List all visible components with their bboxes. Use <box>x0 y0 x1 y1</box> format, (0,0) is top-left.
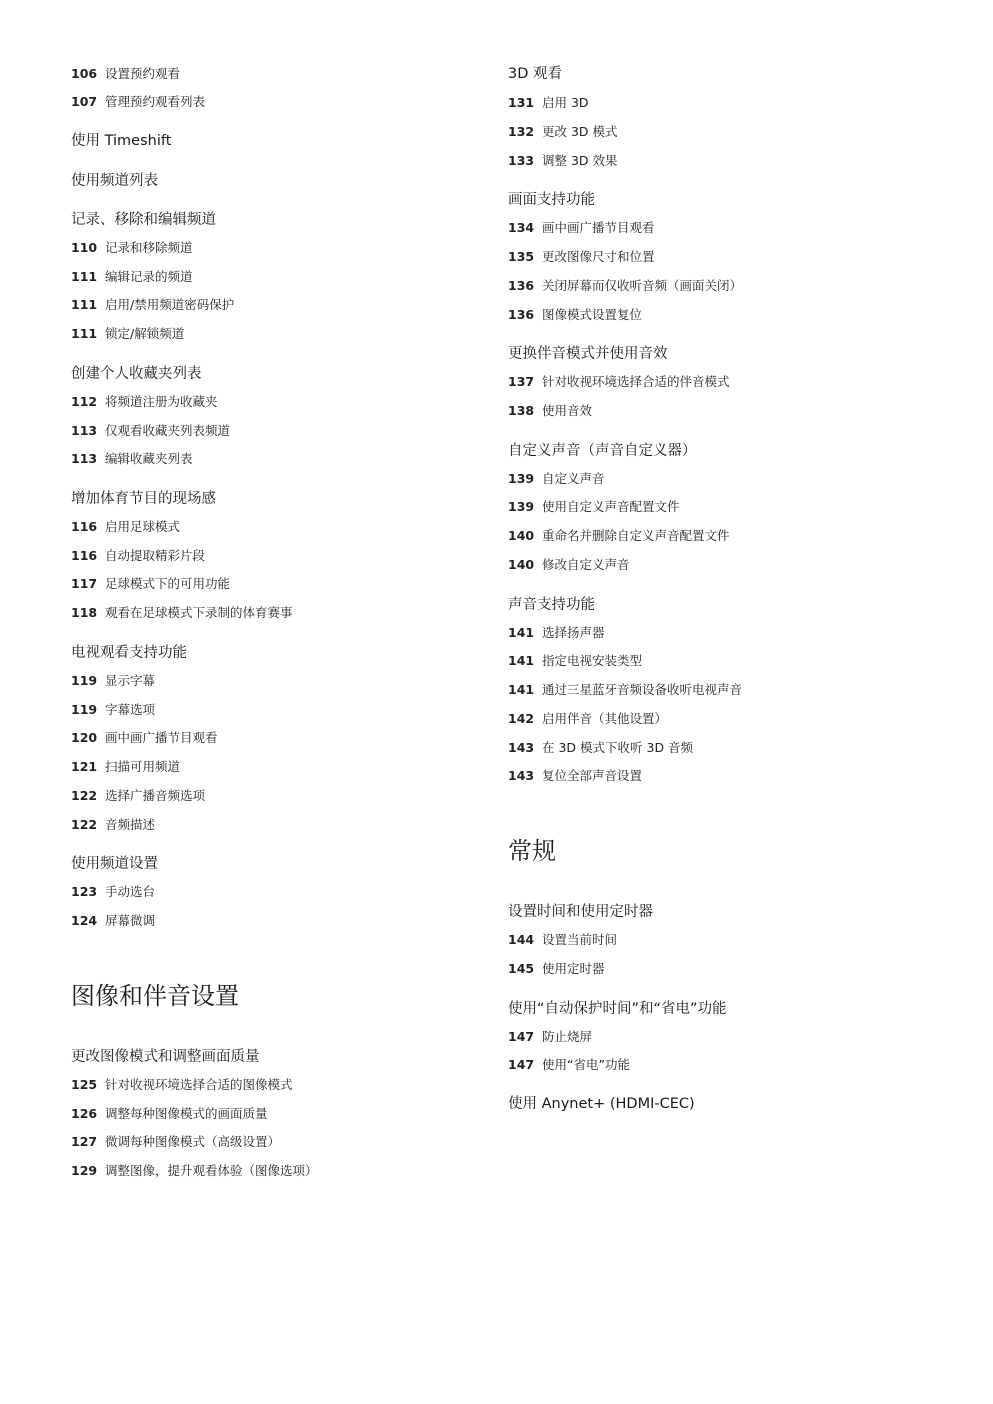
entry-title: 防止烧屏 <box>542 1029 593 1044</box>
page-number: 106 <box>71 66 98 81</box>
entry-title: 针对收视环境选择合适的伴音模式 <box>542 374 730 389</box>
toc-entry[interactable] <box>71 425 230 438</box>
entry-title: 记录和移除频道 <box>105 240 193 255</box>
page-number: 113 <box>71 423 98 438</box>
toc-entry[interactable] <box>508 280 742 293</box>
entry-title: 通过三星蓝牙音频设备收听电视声音 <box>542 682 743 697</box>
page-number: 135 <box>508 249 535 264</box>
entry-title: 将频道注册为收藏夹 <box>105 394 218 409</box>
toc-entry[interactable] <box>71 550 205 563</box>
toc-entry[interactable] <box>508 530 730 543</box>
section-heading[interactable]: 设置时间和使用定时器 <box>508 903 653 920</box>
page-number: 119 <box>71 702 98 717</box>
toc-entry[interactable] <box>508 222 655 235</box>
entry-title: 设置当前时间 <box>542 932 618 947</box>
page-number: 110 <box>71 240 98 255</box>
page-number: 122 <box>71 817 98 832</box>
section-heading[interactable]: 自定义声音（声音自定义器） <box>508 442 697 459</box>
entry-title: 调整图像，提升观看体验（图像选项） <box>105 1163 318 1178</box>
page-number: 124 <box>71 913 98 928</box>
toc-entry[interactable] <box>508 655 642 668</box>
toc-entry[interactable] <box>71 790 205 803</box>
page-number: 123 <box>71 884 98 899</box>
entry-title: 使用“省电”功能 <box>542 1057 630 1072</box>
entry-title: 选择扬声器 <box>542 625 605 640</box>
entry-title: 编辑收藏夹列表 <box>105 451 193 466</box>
section-heading[interactable]: 使用频道设置 <box>71 855 158 872</box>
entry-title: 修改自定义声音 <box>542 557 630 572</box>
entry-title: 微调每种图像模式（高级设置） <box>105 1134 281 1149</box>
toc-entry[interactable] <box>71 242 193 255</box>
page-number: 121 <box>71 759 98 774</box>
page-number: 132 <box>508 124 535 139</box>
page-number: 137 <box>508 374 535 389</box>
page-number: 119 <box>71 673 98 688</box>
toc-entry[interactable] <box>508 126 618 139</box>
page-number: 145 <box>508 961 535 976</box>
toc-entry[interactable] <box>71 675 155 688</box>
page-number: 141 <box>508 653 535 668</box>
page-number: 147 <box>508 1029 535 1044</box>
toc-entry[interactable] <box>71 886 155 899</box>
toc-entry[interactable] <box>508 97 589 110</box>
entry-title: 显示字幕 <box>105 673 156 688</box>
section-heading[interactable]: 声音支持功能 <box>508 596 595 613</box>
page-number: 125 <box>71 1077 98 1092</box>
entry-title: 在 3D 模式下收听 3D 音频 <box>542 740 694 755</box>
toc-entry[interactable] <box>508 376 730 389</box>
section-heading[interactable]: 更改图像模式和调整画面质量 <box>71 1048 260 1065</box>
page-number: 136 <box>508 278 535 293</box>
page-number: 140 <box>508 528 535 543</box>
entry-title: 使用音效 <box>542 403 593 418</box>
toc-entry[interactable] <box>71 761 180 774</box>
entry-title: 画中画广播节目观看 <box>542 220 655 235</box>
toc-entry[interactable] <box>508 684 742 697</box>
entry-title: 启用 3D <box>542 95 589 110</box>
entry-title: 屏幕微调 <box>105 913 156 928</box>
page-number: 117 <box>71 576 98 591</box>
toc-entry[interactable] <box>71 1108 268 1121</box>
toc-entry[interactable] <box>71 299 234 312</box>
entry-title: 指定电视安装类型 <box>542 653 643 668</box>
toc-entry[interactable] <box>508 251 655 264</box>
toc-entry[interactable] <box>71 607 293 620</box>
section-heading[interactable]: 记录、移除和编辑频道 <box>71 211 216 228</box>
toc-entry[interactable] <box>508 1059 630 1072</box>
page-number: 111 <box>71 326 98 341</box>
toc-entry[interactable] <box>508 501 680 514</box>
toc-entry[interactable] <box>508 155 618 168</box>
toc-entry[interactable] <box>508 1031 592 1044</box>
toc-entry[interactable] <box>71 271 193 284</box>
toc-entry[interactable] <box>508 405 592 418</box>
entry-title: 观看在足球模式下录制的体育赛事 <box>105 605 293 620</box>
entry-title: 启用伴音（其他设置） <box>542 711 668 726</box>
entry-title: 自动提取精彩片段 <box>105 548 206 563</box>
section-heading[interactable]: 电视观看支持功能 <box>71 644 187 661</box>
page-number: 140 <box>508 557 535 572</box>
toc-entry[interactable] <box>71 1079 293 1092</box>
entry-title: 更改 3D 模式 <box>542 124 618 139</box>
toc-entry[interactable] <box>508 934 617 947</box>
entry-title: 编辑记录的频道 <box>105 269 193 284</box>
toc-entry[interactable] <box>71 915 155 928</box>
entry-title: 选择广播音频选项 <box>105 788 206 803</box>
toc-entry[interactable] <box>71 521 180 534</box>
page-number: 113 <box>71 451 98 466</box>
page-number: 142 <box>508 711 535 726</box>
toc-entry[interactable] <box>71 1165 318 1178</box>
toc-entry[interactable] <box>508 713 667 726</box>
page-number: 138 <box>508 403 535 418</box>
entry-title: 设置预约观看 <box>105 66 181 81</box>
entry-title: 复位全部声音设置 <box>542 768 643 783</box>
toc-entry[interactable] <box>508 559 630 572</box>
toc-entry[interactable] <box>508 627 605 640</box>
entry-title: 画中画广播节目观看 <box>105 730 218 745</box>
toc-entry[interactable] <box>71 578 230 591</box>
toc-entry[interactable] <box>508 963 605 976</box>
page-number: 131 <box>508 95 535 110</box>
entry-title: 音频描述 <box>105 817 156 832</box>
toc-entry[interactable] <box>71 704 155 717</box>
toc-entry[interactable] <box>71 328 184 341</box>
page-number: 136 <box>508 307 535 322</box>
page-number: 126 <box>71 1106 98 1121</box>
page-number: 122 <box>71 788 98 803</box>
entry-title: 足球模式下的可用功能 <box>105 576 231 591</box>
section-heading[interactable]: 增加体育节目的现场感 <box>71 490 216 507</box>
section-heading[interactable]: 画面支持功能 <box>508 191 595 208</box>
entry-title: 调整每种图像模式的画面质量 <box>105 1106 268 1121</box>
section-heading[interactable]: 使用 Anynet+ (HDMI-CEC) <box>508 1095 695 1112</box>
page-number: 116 <box>71 519 98 534</box>
entry-title: 字幕选项 <box>105 702 156 717</box>
page-number: 141 <box>508 625 535 640</box>
chapter-heading[interactable]: 图像和伴音设置 <box>71 982 239 1010</box>
page-number: 143 <box>508 768 535 783</box>
chapter-heading[interactable]: 常规 <box>508 837 556 865</box>
section-heading[interactable]: 使用频道列表 <box>71 172 158 189</box>
entry-title: 手动选台 <box>105 884 156 899</box>
page-number: 139 <box>508 499 535 514</box>
page-number: 139 <box>508 471 535 486</box>
entry-title: 启用/禁用频道密码保护 <box>105 297 235 312</box>
entry-title: 图像模式设置复位 <box>542 307 643 322</box>
entry-title: 调整 3D 效果 <box>542 153 618 168</box>
toc-entry[interactable] <box>508 770 642 783</box>
toc-entry[interactable] <box>71 1136 280 1149</box>
page-number: 141 <box>508 682 535 697</box>
toc-entry[interactable] <box>71 68 180 81</box>
page-number: 111 <box>71 297 98 312</box>
page-number: 111 <box>71 269 98 284</box>
section-heading[interactable]: 更换伴音模式并使用音效 <box>508 345 668 362</box>
entry-title: 使用自定义声音配置文件 <box>542 499 680 514</box>
page-number: 116 <box>71 548 98 563</box>
section-heading[interactable]: 3D 观看 <box>508 65 562 82</box>
entry-title: 管理预约观看列表 <box>105 94 206 109</box>
page-number: 118 <box>71 605 98 620</box>
toc-entry[interactable] <box>71 453 193 466</box>
entry-title: 重命名并删除自定义声音配置文件 <box>542 528 730 543</box>
entry-title: 锁定/解锁频道 <box>105 326 185 341</box>
page-number: 147 <box>508 1057 535 1072</box>
section-heading[interactable]: 创建个人收藏夹列表 <box>71 365 202 382</box>
toc-entry[interactable] <box>71 819 155 832</box>
toc-entry[interactable] <box>71 396 218 409</box>
page-number: 120 <box>71 730 98 745</box>
page-number: 129 <box>71 1163 98 1178</box>
page-number: 127 <box>71 1134 98 1149</box>
entry-title: 使用定时器 <box>542 961 605 976</box>
toc-entry[interactable] <box>71 732 218 745</box>
toc-entry[interactable] <box>508 742 693 755</box>
page-number: 134 <box>508 220 535 235</box>
entry-title: 仅观看收藏夹列表频道 <box>105 423 231 438</box>
page-number: 133 <box>508 153 535 168</box>
page-number: 107 <box>71 94 98 109</box>
entry-title: 启用足球模式 <box>105 519 181 534</box>
section-heading[interactable]: 使用 Timeshift <box>71 132 172 149</box>
toc-entry[interactable] <box>508 309 642 322</box>
section-heading[interactable]: 使用“自动保护时间”和“省电”功能 <box>508 1000 727 1017</box>
toc-entry[interactable] <box>71 96 205 109</box>
page-number: 143 <box>508 740 535 755</box>
page-number: 112 <box>71 394 98 409</box>
entry-title: 针对收视环境选择合适的图像模式 <box>105 1077 293 1092</box>
entry-title: 关闭屏幕而仅收听音频（画面关闭） <box>542 278 743 293</box>
entry-title: 扫描可用频道 <box>105 759 181 774</box>
toc-entry[interactable] <box>508 473 605 486</box>
entry-title: 更改图像尺寸和位置 <box>542 249 655 264</box>
page-number: 144 <box>508 932 535 947</box>
entry-title: 自定义声音 <box>542 471 605 486</box>
